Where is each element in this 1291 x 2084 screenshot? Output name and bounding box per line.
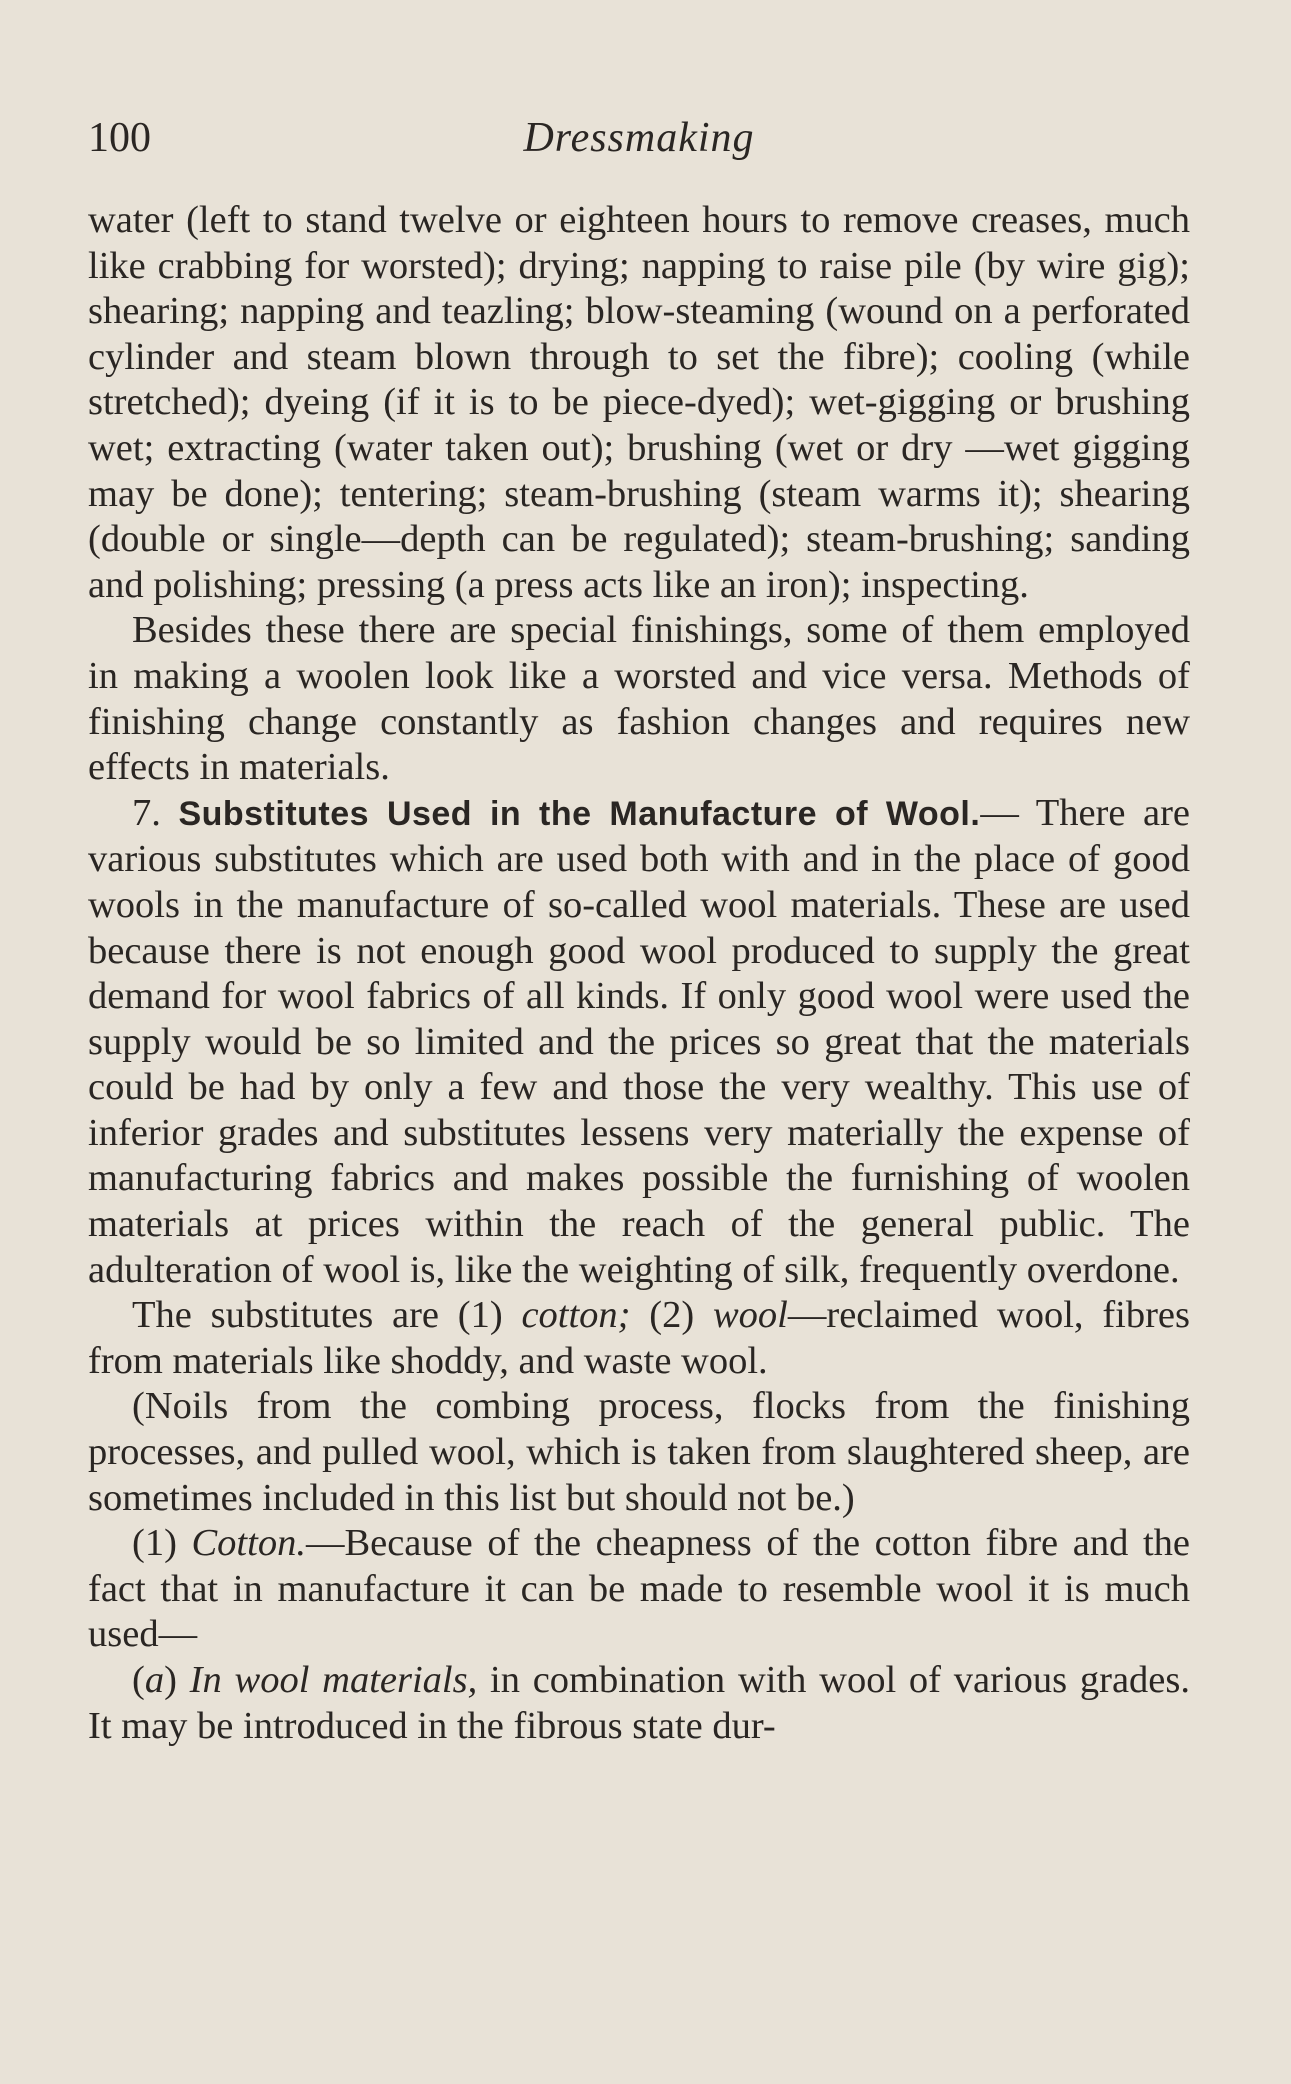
section-body: There are various substitutes which are used both with and in the place of good wools in the manufacture of so-called wool materials. These are used because there is not enough good wool produced to supply the great demand for wool fabrics of all kinds. If only good wool were used the supply would be so limited and the prices so great that the materials could be had by only a few and those the very wealthy. This use of inferior grades and substitutes lessens very materially the expense of manufacturing fabrics and makes possible the furnishing of woolen materials at prices within the reach of the general public. The adulteration of wool is, like the weighting of silk, frequently overdone. [88,791,1191,1291]
section-number: 7. [132,791,161,834]
paragraph-in-wool-materials [88,1658,1190,1749]
paragraph-cotton [88,1521,1190,1658]
section-dash: — [980,791,1019,834]
text-run: (1) [132,1522,192,1565]
section-title: Substitutes Used in the Manufacture of Wool. [178,794,981,833]
paragraph-noils-note: (Noils from the combing process, flocks from the finishing processes, and pulled wool, which is taken from slaughtered sheep, are sometimes included in this list but should not be.) [88,1385,1190,1519]
text-run: in combination with wool of various grades. It may be introduced in the fibrous state dur- [88,1659,1190,1747]
paragraph-section-7 [88,791,1190,1294]
text-run: —Because of the cheapness of the cotton fibre and the fact that in manufacture it can be made to resemble wool it is much used— [88,1522,1190,1656]
italic-in-wool-materials: In wool materials, [189,1659,478,1701]
text-run: (2) [630,1294,713,1337]
page-number: 100 [88,115,151,161]
running-title: Dressmaking [523,115,755,161]
italic-cotton-heading: Cotton. [191,1522,306,1565]
italic-letter-a: a [144,1659,165,1701]
paragraph-substitutes-list [88,1293,1190,1384]
text-run: ( [132,1659,145,1701]
body-text [88,198,1190,1749]
paragraph-special-finishings: Besides these there are special finishings, some of them employed in making a woolen look like a worsted and vice versa. Methods of finishing change constantly as fashion changes and requires new effects in materials. [88,609,1190,789]
text-run: ) [164,1659,190,1701]
text-run: —reclaimed wool, fibres from materials like shoddy, and waste wool. [88,1294,1190,1382]
text-run: The substitutes are (1) [132,1294,522,1337]
paragraph-finishing-steps: water (left to stand twelve or eighteen hours to remove creases, much like crabbing for worsted); drying; napping to raise pile (by wire gig); shearing; napping and teazling; blow-steaming (wound on a perforated cylinder and steam blown through to set the fibre); cooling (while stretched); dyeing (if it is to be piece-dyed); wet-gigging or brushing wet; extracting (water taken out); brushing (wet or dry —wet gigging may be done); tentering; steam-brushing (steam warms it); shearing (double or single—depth can be regulated); steam-brushing; sanding and polishing; pressing (a press acts like an iron); inspecting. [88,199,1190,606]
italic-wool: wool [712,1294,788,1337]
italic-cotton: cotton; [521,1294,631,1337]
page-header [88,108,1190,168]
